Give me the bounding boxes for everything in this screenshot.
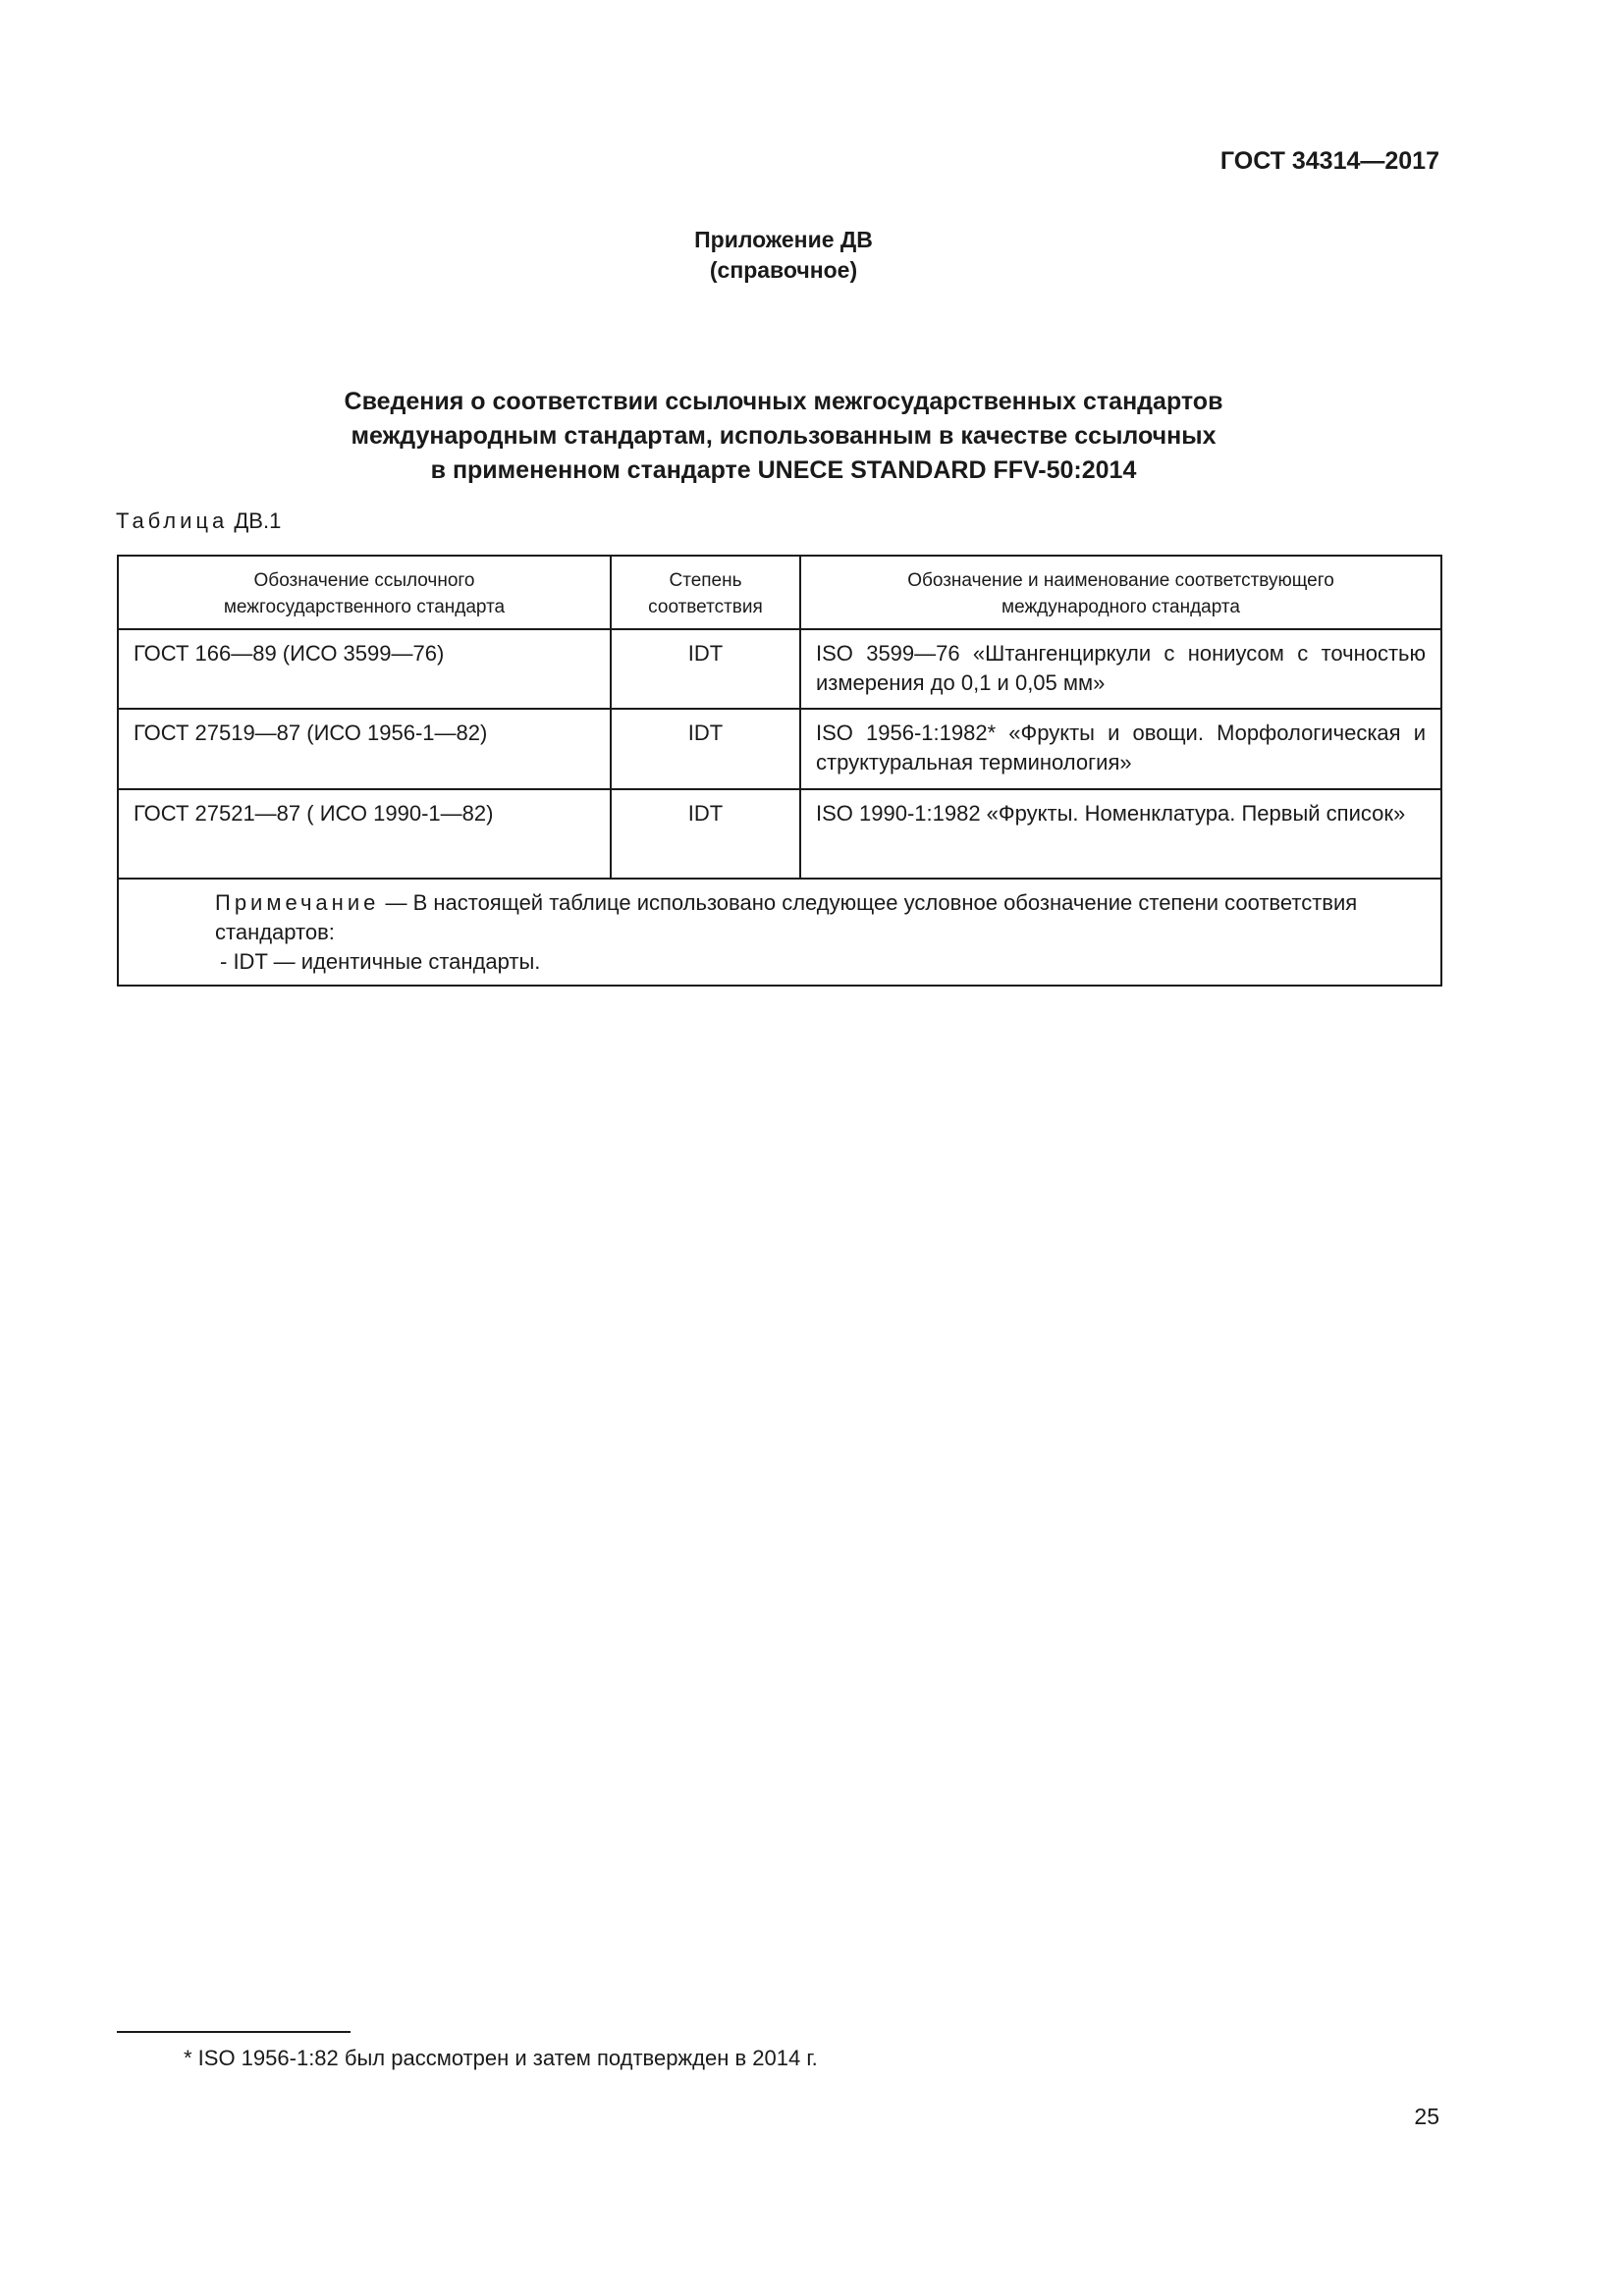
header-cell-degree [611, 556, 800, 629]
table-caption-number: ДВ.1 [234, 508, 282, 533]
footnote-divider [117, 2031, 351, 2033]
degree-cell: IDT [611, 629, 800, 709]
table-caption [116, 508, 281, 534]
header-text: Обозначение и наименование соответствующего [907, 570, 1334, 591]
reference-standard-cell: ГОСТ 27521—87 ( ИСО 1990-1—82) [118, 789, 611, 879]
document-code: ГОСТ 34314—2017 [1219, 147, 1439, 175]
appendix-type: (справочное) [709, 257, 858, 283]
degree-cell: IDT [611, 709, 800, 789]
table-row [118, 629, 1441, 709]
appendix-title-line: Сведения о соответствии ссылочных межгосударственных стандартов [344, 388, 1223, 415]
degree-cell: IDT [611, 789, 800, 879]
appendix-label: Приложение ДВ [694, 227, 873, 252]
table-row [118, 709, 1441, 789]
page-number: 25 [1414, 2104, 1439, 2129]
international-standard-cell: ISO 1956-1:1982* «Фрукты и овощи. Морфологическая и структуральная терминология» [800, 709, 1441, 789]
international-standard-cell: ISO 1990-1:1982 «Фрукты. Номенклатура. Первый список» [800, 789, 1441, 879]
table-note-cell [118, 879, 1441, 986]
header-cell-reference-standard [118, 556, 611, 629]
footnote: * ISO 1956-1:82 был рассмотрен и затем подтвержден в 2014 г. [184, 2046, 818, 2070]
international-standard-cell: ISO 3599—76 «Штангенциркули с нониусом с точностью измерения до 0,1 и 0,05 мм» [800, 629, 1441, 709]
note-body: — В настоящей таблице использовано следующее условное обозначение степени соответствия стандартов: [215, 890, 1358, 944]
reference-standard-cell: ГОСТ 166—89 (ИСО 3599—76) [118, 629, 611, 709]
header-text: Обозначение ссылочного [253, 570, 475, 591]
header-cell-international-standard [800, 556, 1441, 629]
note-list-item: - IDT — идентичные стандарты. [220, 949, 541, 974]
appendix-title-line: в примененном стандарте UNECE STANDARD FFV-50:2014 [430, 456, 1137, 484]
table-header-row [118, 556, 1441, 629]
header-text: Степень [669, 570, 742, 591]
header-text: международного стандарта [1001, 597, 1240, 617]
note-label: Примечание [215, 890, 380, 915]
header-text: межгосударственного стандарта [223, 597, 506, 617]
table-caption-label: Таблица [116, 508, 229, 533]
header-text: соответствия [648, 597, 763, 617]
reference-standards-table [117, 555, 1442, 987]
table-note-row [118, 879, 1441, 986]
table-row [118, 789, 1441, 879]
table-note-text [134, 888, 1426, 947]
reference-standard-cell: ГОСТ 27519—87 (ИСО 1956-1—82) [118, 709, 611, 789]
appendix-title-line: международным стандартам, использованным в качестве ссылочных [351, 422, 1217, 450]
